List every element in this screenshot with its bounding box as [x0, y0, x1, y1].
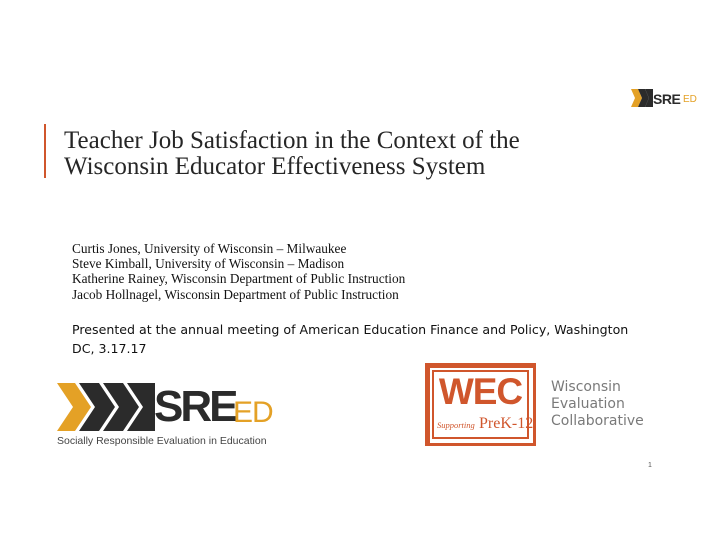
- author-list: [72, 241, 632, 302]
- logo-sre-text: SRE: [154, 382, 236, 431]
- wec-name-line: Evaluation: [551, 396, 625, 412]
- wec-prek-text: PreK-12: [479, 415, 534, 432]
- wec-logo: [425, 363, 644, 447]
- logo-tagline: Socially Responsible Evaluation in Education: [57, 435, 267, 447]
- header-sre-logo: [631, 89, 699, 109]
- sre-mark-icon: [57, 383, 155, 431]
- author-line: Steve Kimball, University of Wisconsin – Madison: [72, 256, 345, 272]
- sre-ed-logo: [57, 383, 272, 453]
- sre-mark-icon: [631, 89, 653, 107]
- author-line: Katherine Rainey, Wisconsin Department of Public Instruction: [72, 271, 406, 287]
- slide-title: [64, 128, 664, 180]
- wec-letters: WEC: [438, 371, 523, 412]
- wec-supporting-text: Supporting: [437, 420, 475, 430]
- author-line: Curtis Jones, University of Wisconsin – Milwaukee: [72, 241, 347, 256]
- presented-note: Presented at the annual meeting of American Education Finance and Policy, Washington DC, 3.17.17: [72, 322, 629, 356]
- author-line: Jacob Hollnagel, Wisconsin Department of Public Instruction: [72, 286, 399, 302]
- title-line-1: Teacher Job Satisfaction in the Context of the: [64, 127, 520, 154]
- wec-name-line: Wisconsin: [551, 379, 621, 395]
- page-number: 1: [648, 462, 652, 469]
- wec-name: [551, 379, 644, 430]
- logo-ed-text: ED: [233, 396, 273, 429]
- title-accent-bar: [44, 124, 46, 178]
- title-line-2: Wisconsin Educator Effectiveness System: [64, 153, 486, 180]
- header-logo-ed-text: ED: [683, 94, 697, 105]
- wec-name-line: Collaborative: [551, 413, 644, 429]
- header-logo-sre-text: SRE: [653, 91, 681, 107]
